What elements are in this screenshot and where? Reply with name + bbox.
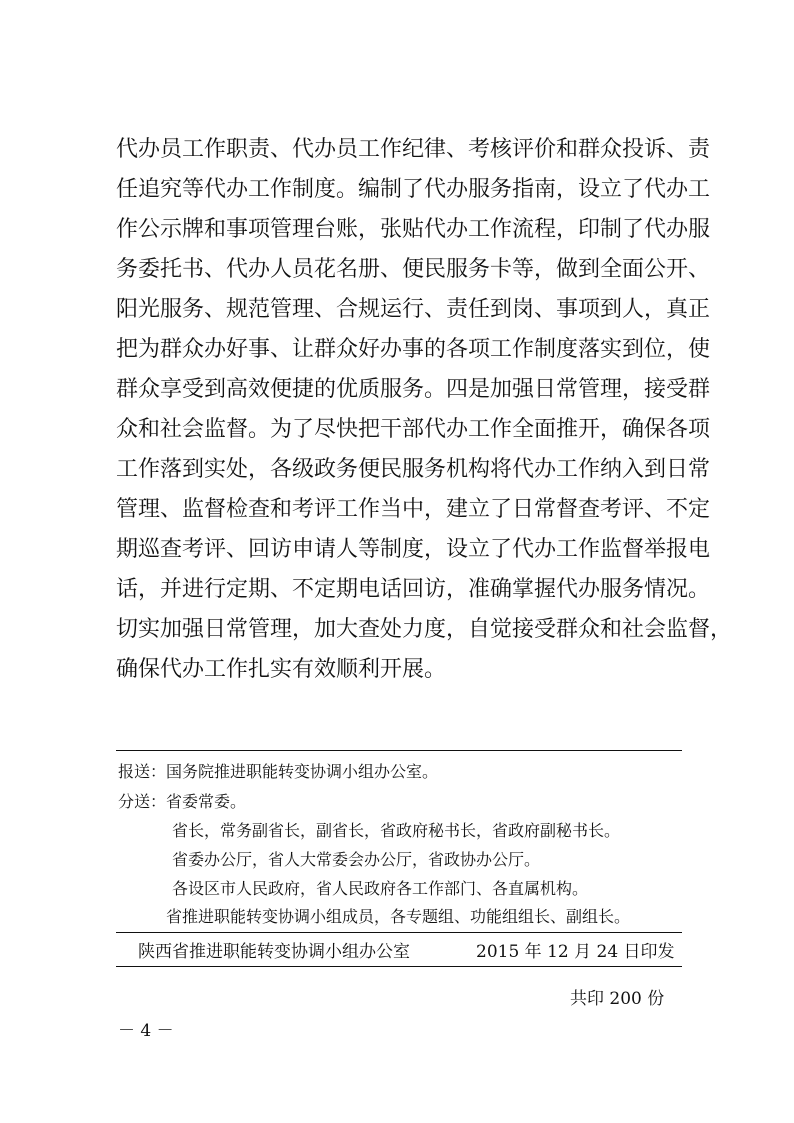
issuer: 陕西省推进职能转变协调小组办公室 bbox=[138, 942, 410, 962]
copy-recipients: 省委常委。 bbox=[166, 792, 247, 811]
body-line: 话，并进行定期、不定期电话回访，准确掌握代办服务情况。 bbox=[116, 577, 711, 602]
report-recipients: 国务院推进职能转变协调小组办公室。 bbox=[166, 762, 439, 781]
issue-date: 2015 年 12 月 24 日印发 bbox=[476, 942, 675, 962]
body-line: 切实加强日常管理，加大查处力度，自觉接受群众和社会监督， bbox=[116, 617, 733, 642]
print-copies: 共印 200 份 bbox=[570, 989, 665, 1009]
body-line: 工作落到实处，各级政务便民服务机构将代办工作纳入到日常 bbox=[116, 457, 711, 482]
divider-top bbox=[116, 750, 682, 751]
body-line: 作公示牌和事项管理台账，张贴代办工作流程，印制了代办服 bbox=[116, 217, 711, 242]
body-line: 代办员工作职责、代办员工作纪律、考核评价和群众投诉、责 bbox=[116, 137, 711, 162]
body-line: 任追究等代办工作制度。编制了代办服务指南，设立了代办工 bbox=[116, 177, 711, 202]
copy-recipients: 省长，常务副省长，副省长，省政府秘书长，省政府副秘书长。 bbox=[172, 821, 621, 840]
body-text bbox=[116, 130, 733, 690]
copy-row bbox=[118, 790, 246, 814]
body-line: 期巡查考评、回访申请人等制度，设立了代办工作监督举报电 bbox=[116, 537, 711, 562]
body-line: 务委托书、代办人员花名册、便民服务卡等，做到全面公开、 bbox=[116, 257, 711, 282]
divider-bottom bbox=[116, 966, 682, 967]
body-line: 把为群众办好事、让群众好办事的各项工作制度落实到位，使 bbox=[116, 337, 711, 362]
report-row bbox=[118, 760, 438, 784]
copy-recipients: 省推进职能转变协调小组成员，各专题组、功能组组长、副组长。 bbox=[166, 907, 631, 926]
copy-label: 分送： bbox=[118, 792, 167, 811]
report-label: 报送： bbox=[118, 762, 167, 781]
copy-recipients: 各设区市人民政府，省人民政府各工作部门、各直属机构。 bbox=[172, 879, 589, 898]
body-line: 阳光服务、规范管理、合规运行、责任到岗、事项到人，真正 bbox=[116, 297, 711, 322]
copy-recipients: 省委办公厅，省人大常委会办公厅，省政协办公厅。 bbox=[172, 850, 541, 869]
divider-middle bbox=[116, 932, 682, 933]
body-line: 管理、监督检查和考评工作当中，建立了日常督查考评、不定 bbox=[116, 497, 711, 522]
page-number: － 4 － bbox=[118, 1021, 174, 1041]
body-line: 众和社会监督。为了尽快把干部代办工作全面推开，确保各项 bbox=[116, 417, 711, 442]
body-line: 群众享受到高效便捷的优质服务。四是加强日常管理，接受群 bbox=[116, 377, 711, 402]
body-line: 确保代办工作扎实有效顺利开展。 bbox=[116, 657, 447, 682]
